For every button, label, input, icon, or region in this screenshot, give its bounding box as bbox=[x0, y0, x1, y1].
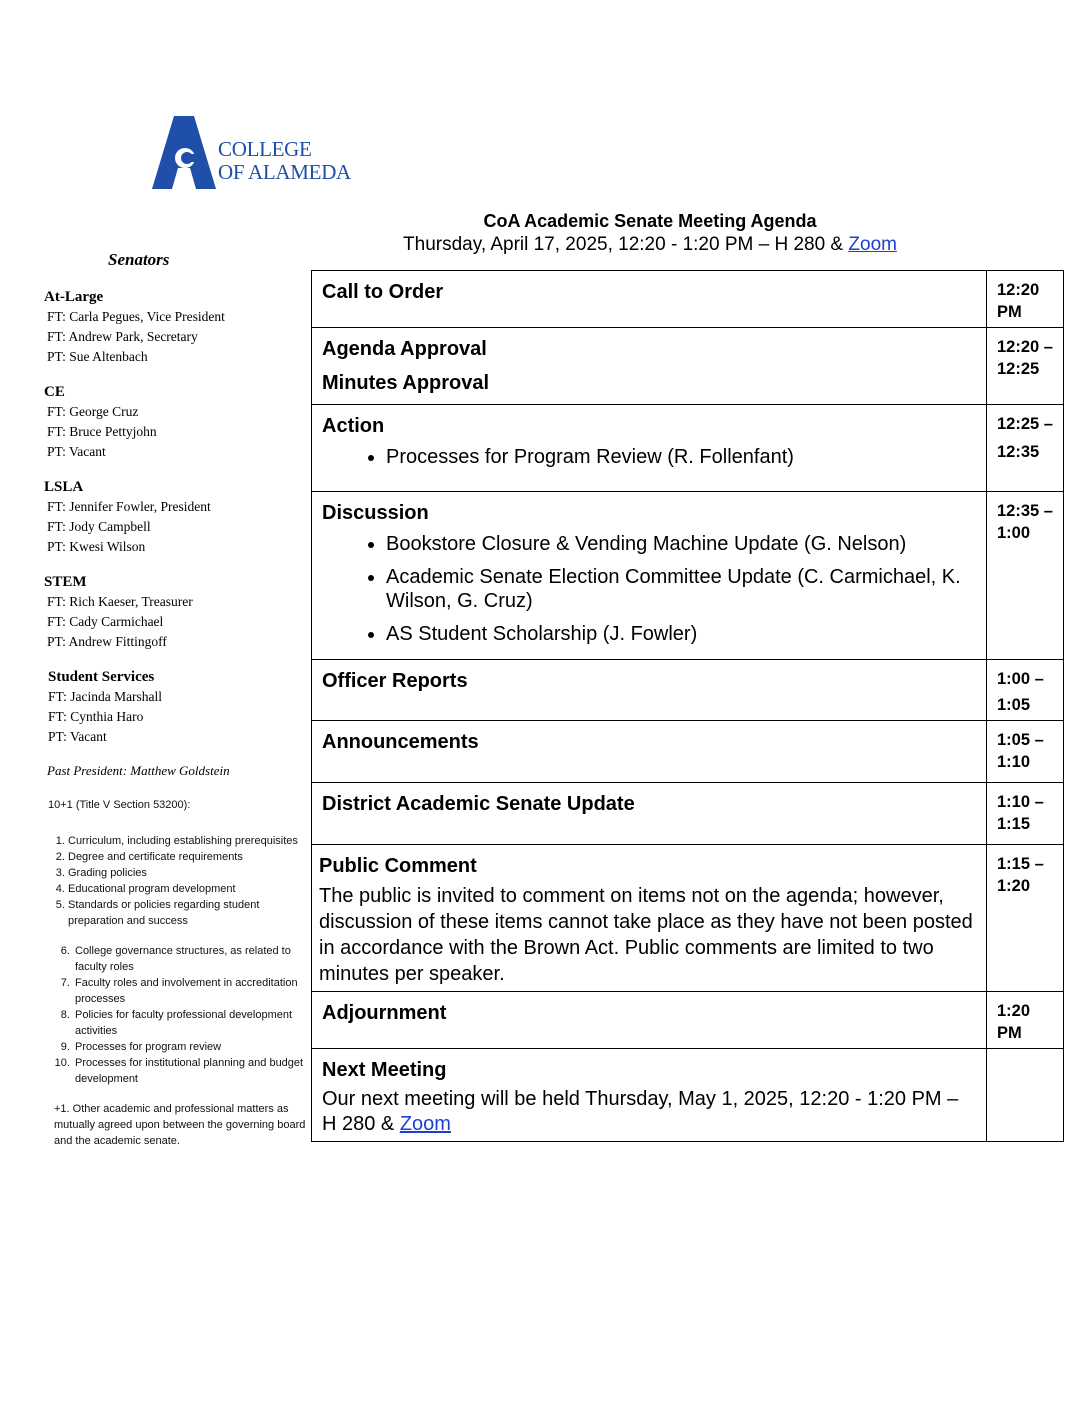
senator-entry: PT: Andrew Fittingoff bbox=[47, 634, 167, 649]
agenda-row-adjournment bbox=[312, 992, 1064, 1049]
agenda-item-cell bbox=[312, 783, 987, 845]
time-end: 12:35 bbox=[997, 443, 1040, 461]
list-item: 6. College governance structures, as related to faculty roles bbox=[73, 943, 306, 975]
time-start: 1:00 – bbox=[997, 670, 1044, 688]
list-item: 9. Processes for program review bbox=[73, 1039, 306, 1055]
senators-sidebar bbox=[44, 250, 306, 1149]
list-item: 7. Faculty roles and involvement in accreditation processes bbox=[73, 975, 306, 1007]
list-item: 8. Policies for faculty professional development activities bbox=[73, 1007, 306, 1039]
agenda-subtitle bbox=[312, 234, 988, 256]
agenda-row-discussion bbox=[312, 492, 1064, 660]
senator-entry: FT: Jennifer Fowler, President bbox=[47, 499, 211, 514]
item-title: Agenda Approval bbox=[322, 338, 487, 360]
agenda-item-cell bbox=[312, 992, 987, 1049]
senator-group-student-services bbox=[44, 668, 306, 747]
senator-entry: FT: Jacinda Marshall bbox=[48, 689, 163, 704]
agenda-row-action bbox=[312, 405, 1064, 492]
group-name: LSLA bbox=[44, 479, 84, 495]
time-cell: 12:35 – 1:00 bbox=[987, 492, 1064, 660]
ten-plus-one-heading: 10+1 (Title V Section 53200): bbox=[48, 799, 191, 811]
logo-wordmark bbox=[218, 138, 351, 184]
past-president: Past President: Matthew Goldstein bbox=[47, 763, 230, 778]
group-name: STEM bbox=[44, 574, 87, 590]
zoom-link[interactable]: Zoom bbox=[848, 234, 897, 255]
list-item: 3. Grading policies bbox=[68, 865, 306, 881]
meeting-datetime: Thursday, April 17, 2025, 12:20 - 1:20 PM – H 280 & bbox=[403, 234, 849, 255]
agenda-item-cell bbox=[312, 721, 987, 783]
plus-one-note: +1. Other academic and professional matters as mutually agreed upon between the governing board and the academic senate. bbox=[54, 1103, 306, 1147]
item-title: Adjournment bbox=[322, 1002, 447, 1024]
senator-entry: FT: Carla Pegues, Vice President bbox=[47, 309, 225, 324]
next-meeting-text bbox=[322, 1087, 976, 1137]
agenda-item-cell bbox=[312, 845, 987, 992]
group-name: CE bbox=[44, 384, 65, 400]
list-item: • Bookstore Closure & Vending Machine Update (G. Nelson) bbox=[386, 532, 976, 556]
item-title: Public Comment bbox=[319, 855, 477, 877]
agenda-row-officer-reports bbox=[312, 660, 1064, 721]
agenda-item-cell bbox=[312, 660, 987, 721]
next-meeting-details: Our next meeting will be held Thursday, May 1, 2025, 12:20 - 1:20 PM – H 280 & bbox=[322, 1088, 959, 1135]
time-cell: 1:20 PM bbox=[987, 992, 1064, 1049]
agenda-row-call-to-order bbox=[312, 271, 1064, 328]
logo-line-1: COLLEGE bbox=[218, 137, 312, 161]
list-item: 4. Educational program development bbox=[68, 881, 306, 897]
list-item: • Academic Senate Election Committee Update (C. Carmichael, K. Wilson, G. Cruz) bbox=[386, 565, 976, 613]
senator-entry: FT: George Cruz bbox=[47, 404, 139, 419]
time-start: 12:25 – bbox=[997, 415, 1053, 433]
senator-group-lsla bbox=[44, 478, 306, 557]
college-a-logo-icon bbox=[150, 116, 220, 192]
senator-entry: FT: Bruce Pettyjohn bbox=[47, 424, 157, 439]
agenda-item-cell bbox=[312, 405, 987, 492]
senator-group-at-large bbox=[44, 288, 306, 367]
group-name: Student Services bbox=[48, 669, 155, 685]
list-item: 2. Degree and certificate requirements bbox=[68, 849, 306, 865]
logo-line-2: OF ALAMEDA bbox=[218, 160, 351, 184]
senator-entry: PT: Sue Altenbach bbox=[47, 349, 148, 364]
time-end: 1:05 bbox=[997, 696, 1031, 714]
senators-heading: Senators bbox=[108, 250, 170, 269]
item-title: Next Meeting bbox=[322, 1059, 447, 1081]
time-cell: 1:05 – 1:10 bbox=[987, 721, 1064, 783]
bullet-list bbox=[322, 532, 976, 646]
senator-entry: PT: Kwesi Wilson bbox=[47, 539, 146, 554]
time-cell: 12:20 PM bbox=[987, 271, 1064, 328]
agenda-table bbox=[311, 270, 1064, 1142]
agenda-row-public-comment bbox=[312, 845, 1064, 992]
item-title: Announcements bbox=[322, 731, 479, 753]
item-title: Officer Reports bbox=[322, 670, 468, 692]
time-cell: 12:20 – 12:25 bbox=[987, 328, 1064, 405]
item-title: Action bbox=[322, 415, 385, 437]
time-cell-empty bbox=[987, 1049, 1064, 1142]
public-comment-text: The public is invited to comment on items not on the agenda; however, discussion of these items cannot take place as they have not been posted in accordance with the Brown Act. Public comments are limited to two minutes per speaker. bbox=[319, 885, 973, 985]
time-cell: 1:15 – 1:20 bbox=[987, 845, 1064, 992]
item-title: District Academic Senate Update bbox=[322, 793, 635, 815]
list-item: 1. Curriculum, including establishing prerequisites bbox=[68, 833, 306, 849]
agenda-row-announcements bbox=[312, 721, 1064, 783]
college-logo bbox=[150, 116, 360, 192]
agenda-title: CoA Academic Senate Meeting Agenda bbox=[483, 211, 817, 231]
list-item: • Processes for Program Review (R. Follenfant) bbox=[386, 445, 976, 469]
item-title: Call to Order bbox=[322, 281, 444, 303]
ten-plus-one-list-b bbox=[44, 943, 306, 1087]
senator-entry: FT: Cynthia Haro bbox=[48, 709, 144, 724]
item-title: Discussion bbox=[322, 502, 429, 524]
time-cell bbox=[987, 660, 1064, 721]
senator-entry: FT: Cady Carmichael bbox=[47, 614, 164, 629]
group-name: At-Large bbox=[44, 289, 104, 305]
list-item: 10. Processes for institutional planning and budget development bbox=[73, 1055, 306, 1087]
agenda-item-cell bbox=[312, 492, 987, 660]
ten-plus-one-section bbox=[44, 799, 306, 1149]
agenda-row-district-update bbox=[312, 783, 1064, 845]
senator-entry: FT: Andrew Park, Secretary bbox=[47, 329, 198, 344]
list-item: • AS Student Scholarship (J. Fowler) bbox=[386, 622, 976, 646]
next-meeting-zoom-link[interactable]: Zoom bbox=[399, 1113, 451, 1135]
bullet-list bbox=[322, 445, 976, 469]
agenda-item-cell bbox=[312, 271, 987, 328]
agenda-row-next-meeting bbox=[312, 1049, 1064, 1142]
agenda-item-cell bbox=[312, 328, 987, 405]
agenda-item-cell bbox=[312, 1049, 987, 1142]
item-title: Minutes Approval bbox=[322, 372, 490, 394]
time-cell: 1:10 – 1:15 bbox=[987, 783, 1064, 845]
senator-entry: FT: Jody Campbell bbox=[47, 519, 151, 534]
senator-group-stem bbox=[44, 573, 306, 652]
agenda-row-approvals bbox=[312, 328, 1064, 405]
list-item: 5. Standards or policies regarding student preparation and success bbox=[68, 897, 306, 929]
senator-entry: PT: Vacant bbox=[48, 729, 107, 744]
senator-entry: FT: Rich Kaeser, Treasurer bbox=[47, 594, 193, 609]
senator-group-ce bbox=[44, 383, 306, 462]
time-cell bbox=[987, 405, 1064, 492]
senator-entry: PT: Vacant bbox=[47, 444, 106, 459]
ten-plus-one-list-a bbox=[44, 833, 306, 929]
